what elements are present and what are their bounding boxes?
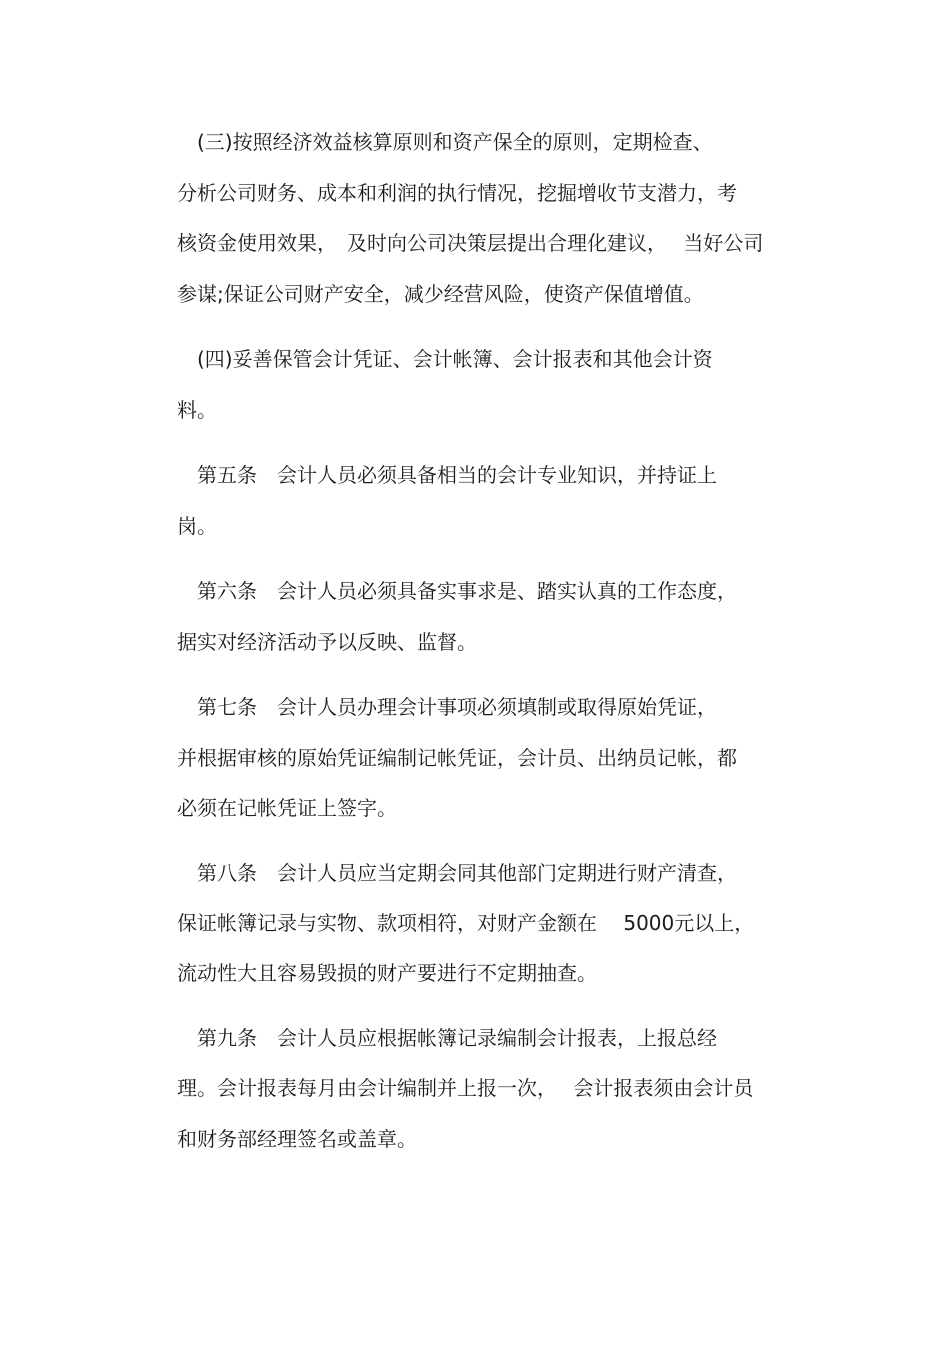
text-line: (四)妥善保管会计凭证、会计帐簿、会计报表和其他会计资 (177, 347, 713, 371)
text-line: 料。 (177, 398, 217, 422)
text-line: 参谋;保证公司财产安全，减少经营风险，使资产保值增值。 (177, 282, 704, 306)
text-line: 第八条 会计人员应当定期会同其他部门定期进行财产清查， (177, 861, 737, 885)
text-line: 第六条 会计人员必须具备实事求是、踏实认真的工作态度， (177, 579, 737, 603)
text-line: 分析公司财务、成本和利润的执行情况，挖掘增收节支潜力，考 (177, 181, 737, 205)
text-line: 必须在记帐凭证上签字。 (177, 796, 397, 820)
text-line: 保证帐簿记录与实物、款项相符，对财产金额在 5000元以上， (177, 911, 755, 935)
text-line: 核资金使用效果， 及时向公司决策层提出合理化建议， 当好公司 (177, 231, 764, 255)
text-line: 据实对经济活动予以反映、监督。 (177, 630, 477, 654)
text-line: 理。会计报表每月由会计编制并上报一次， 会计报表须由会计员 (177, 1076, 754, 1100)
text-line: 第五条 会计人员必须具备相当的会计专业知识，并持证上 (177, 463, 717, 487)
text-line: 和财务部经理签名或盖章。 (177, 1127, 417, 1151)
text-line: 流动性大且容易毁损的财产要进行不定期抽查。 (177, 961, 597, 985)
text-line: (三)按照经济效益核算原则和资产保全的原则，定期检查、 (177, 130, 713, 154)
text-line: 并根据审核的原始凭证编制记帐凭证，会计员、出纳员记帐，都 (177, 746, 737, 770)
text-line: 第九条 会计人员应根据帐簿记录编制会计报表，上报总经 (177, 1026, 717, 1050)
text-line: 第七条 会计人员办理会计事项必须填制或取得原始凭证， (177, 695, 717, 719)
text-line: 岗。 (177, 514, 217, 538)
